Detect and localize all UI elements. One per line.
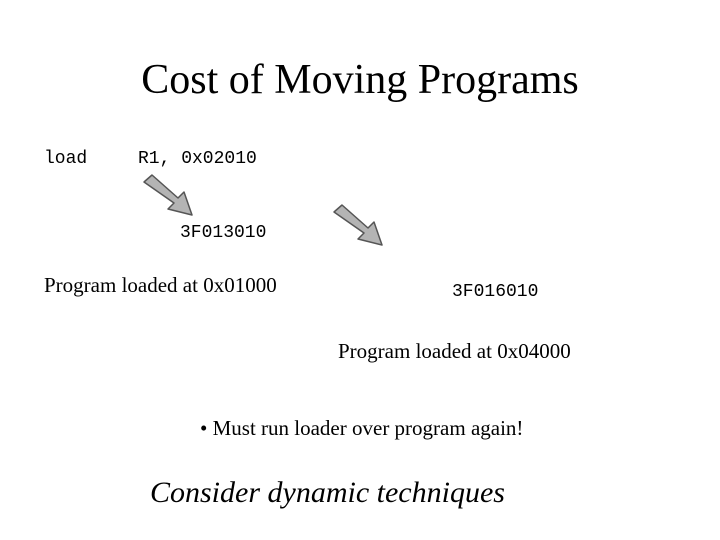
arrow-right-down-icon [330, 202, 390, 250]
encoding-second: 3F016010 [452, 282, 539, 302]
load-note-second: Program loaded at 0x04000 [338, 339, 571, 363]
slide-title: Cost of Moving Programs [141, 57, 579, 103]
load-note-first: Program loaded at 0x01000 [44, 273, 277, 297]
arrow-right-down-icon [140, 172, 200, 220]
closing-note: Consider dynamic techniques [150, 476, 505, 509]
bullet-point: • Must run loader over program again! [200, 416, 524, 440]
encoding-first: 3F013010 [180, 223, 267, 243]
instruction-operands: R1, 0x02010 [138, 149, 257, 169]
instruction-opcode: load [44, 149, 88, 169]
